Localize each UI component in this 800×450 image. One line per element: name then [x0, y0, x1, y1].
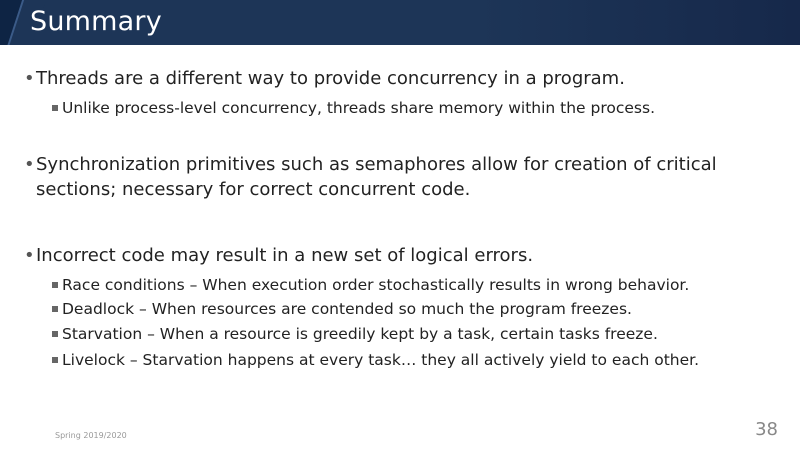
bullet-dot-icon: •	[24, 68, 35, 89]
sub-bullet-3-4-text: Livelock – Starvation happens at every task… they all actively yield to each other.	[62, 351, 700, 369]
footer-term: Spring 2019/2020	[55, 431, 127, 440]
square-bullet-icon	[52, 306, 58, 312]
bullet-3	[24, 243, 776, 268]
sub-bullet-3-3-text: Starvation – When a resource is greedily kept by a task, certain tasks freeze.	[62, 325, 658, 343]
sub-bullet-3-2	[62, 299, 632, 319]
bullet-3-text: Incorrect code may result in a new set of logical errors.	[36, 245, 534, 266]
bullet-1-text: Threads are a different way to provide concurrency in a program.	[36, 68, 625, 89]
bullet-2-line-1: Synchronization primitives such as semaphores allow for creation of critical	[36, 154, 717, 175]
bullet-1	[24, 66, 776, 91]
square-bullet-icon	[52, 105, 58, 111]
sub-bullet-3-2-text: Deadlock – When resources are contended so much the program freezes.	[62, 300, 632, 318]
page-number: 38	[755, 419, 778, 440]
sub-bullet-3-3	[62, 324, 658, 344]
bullet-dot-icon: •	[24, 154, 35, 175]
sub-bullet-3-4	[62, 350, 699, 370]
square-bullet-icon	[52, 331, 58, 337]
bullet-2-line-2: sections; necessary for correct concurrent code.	[36, 179, 471, 200]
sub-bullet-1-1	[62, 98, 655, 118]
square-bullet-icon	[52, 282, 58, 288]
sub-bullet-3-1	[62, 275, 689, 295]
bullet-2	[24, 152, 776, 202]
square-bullet-icon	[52, 357, 58, 363]
sub-bullet-1-1-text: Unlike process-level concurrency, threads share memory within the process.	[62, 99, 656, 117]
sub-bullet-3-1-text: Race conditions – When execution order stochastically results in wrong behavior.	[62, 276, 690, 294]
slide-title: Summary	[30, 6, 162, 37]
bullet-dot-icon: •	[24, 245, 35, 266]
